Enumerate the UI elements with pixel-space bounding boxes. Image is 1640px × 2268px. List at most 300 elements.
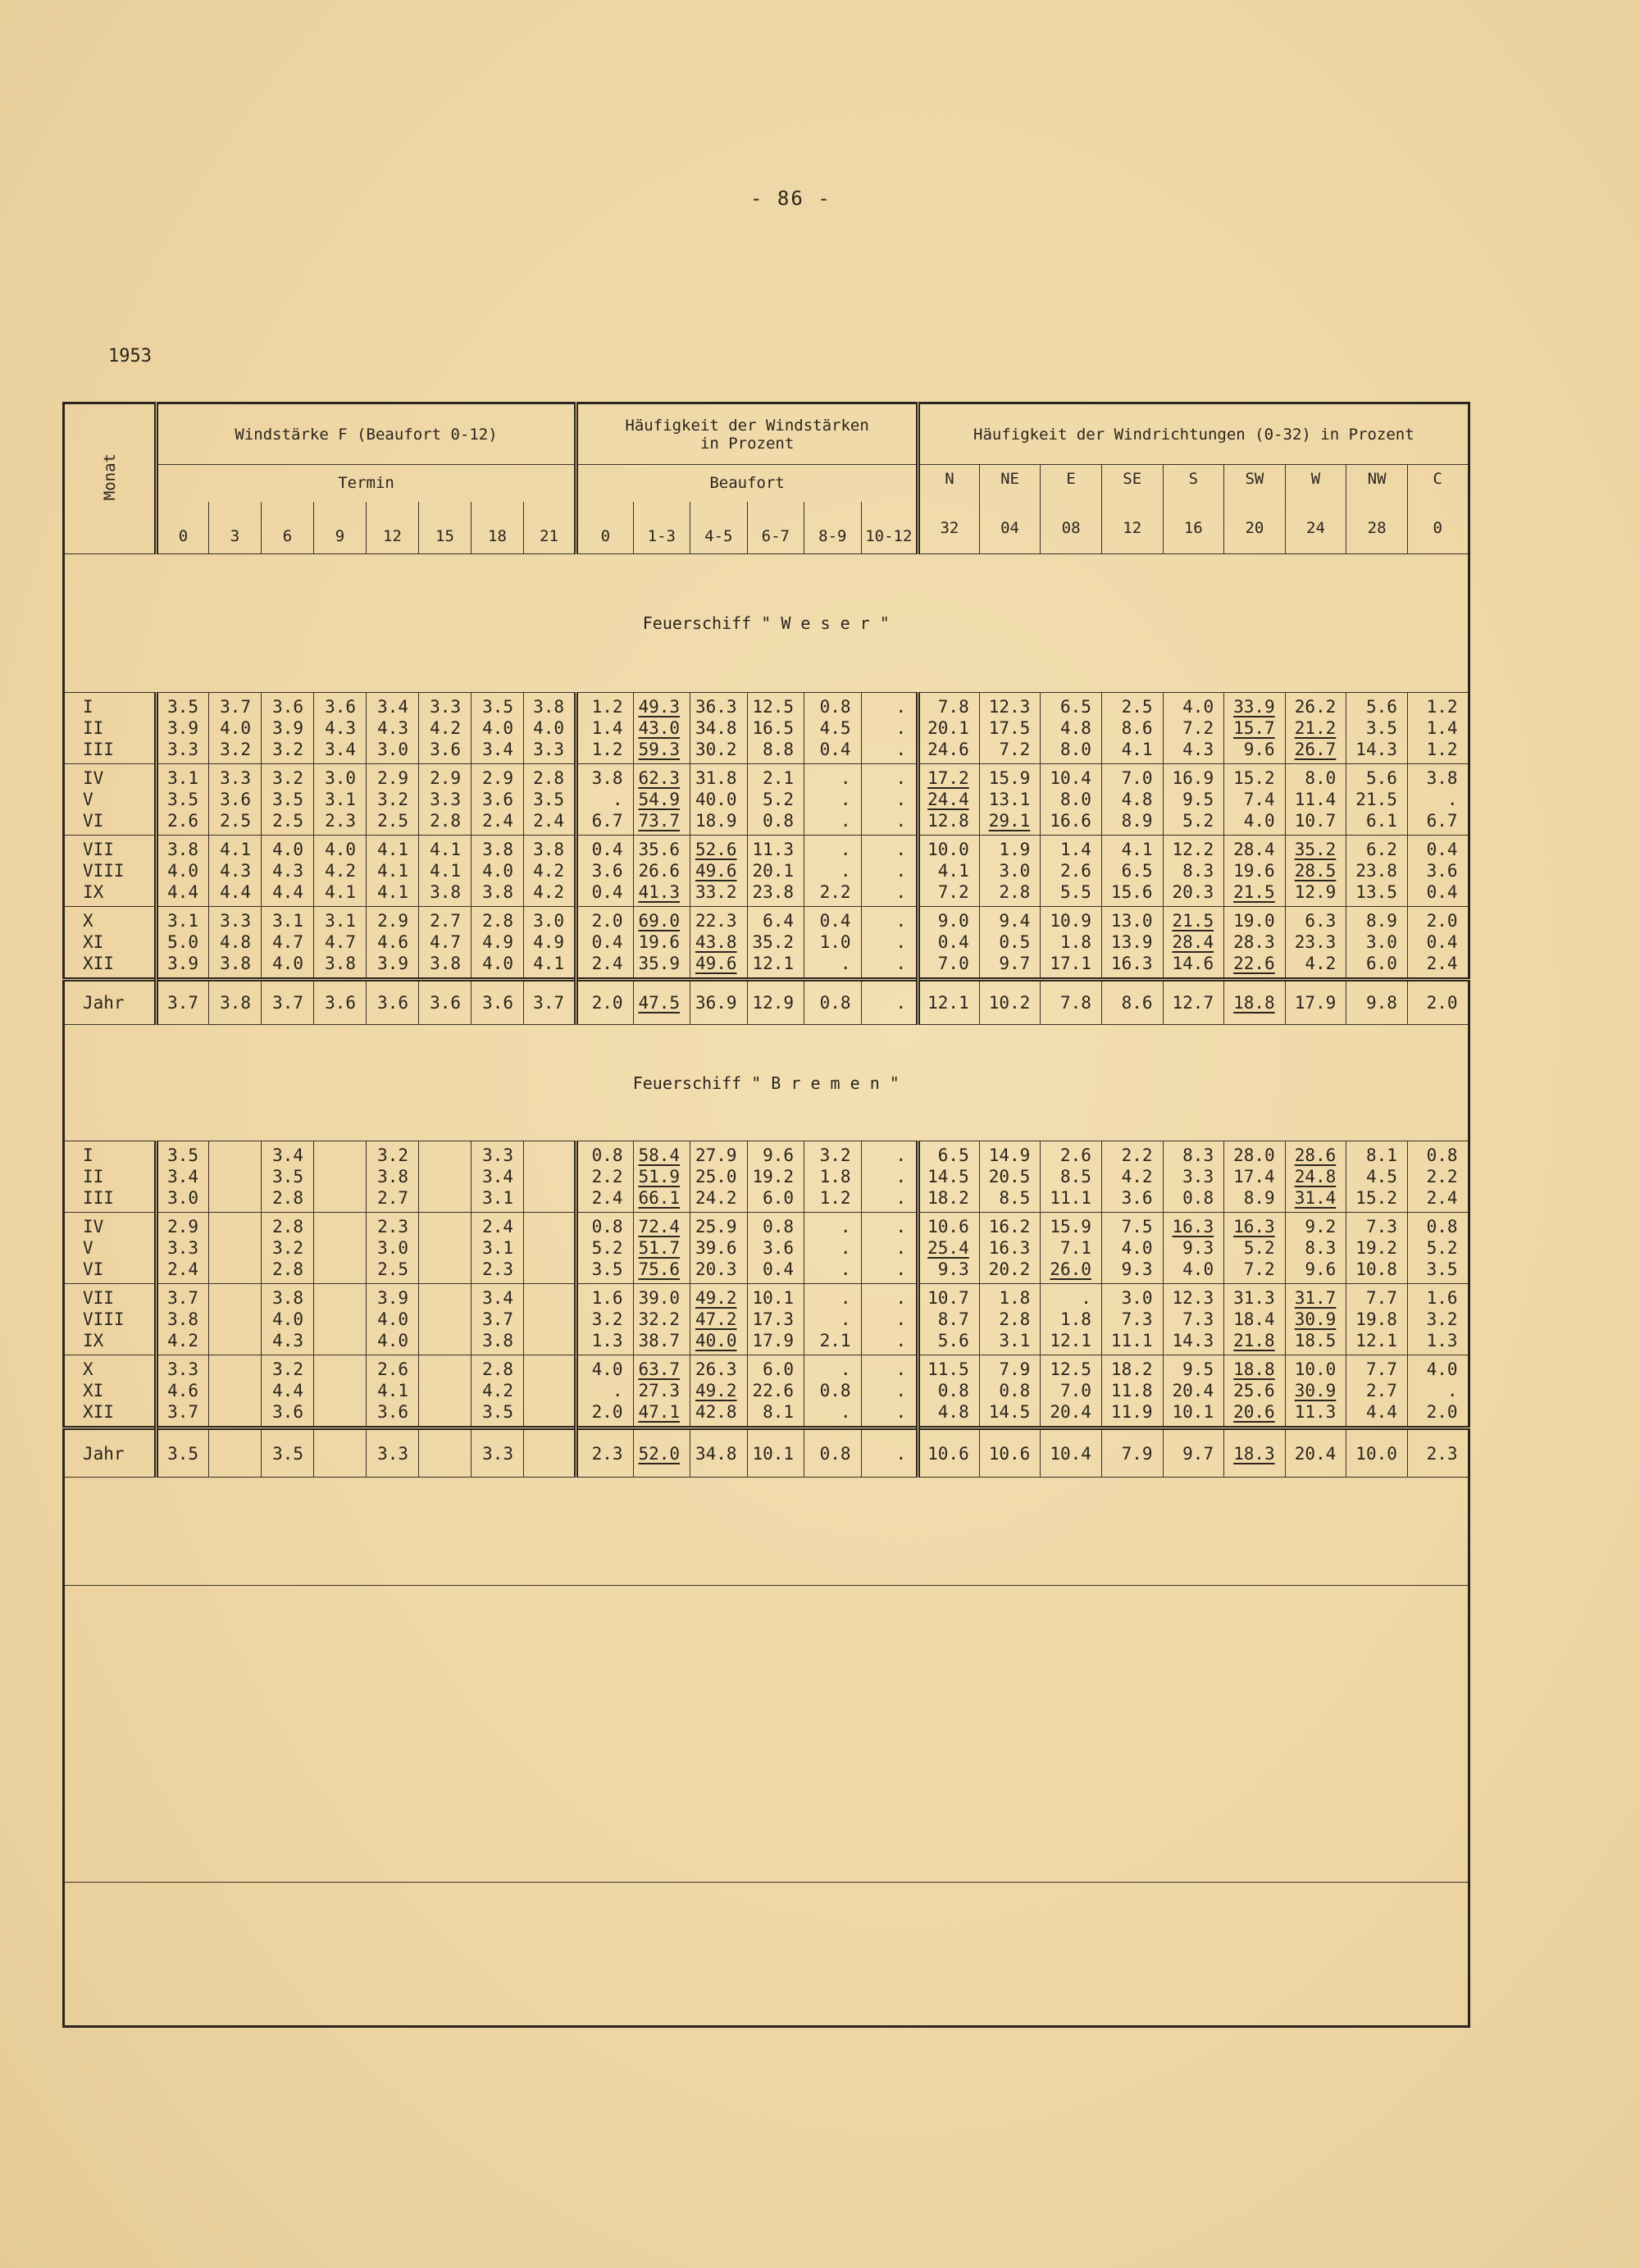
value: [923, 860, 969, 881]
value-cell: [804, 1213, 862, 1284]
value-cell: [157, 907, 209, 980]
value-cell: [918, 693, 980, 764]
value: [162, 1166, 198, 1187]
value: [581, 1401, 623, 1423]
value-text: .: [895, 1188, 907, 1208]
value-text: 3.4: [377, 697, 408, 717]
value: [265, 881, 303, 903]
value-text: 2.5: [220, 811, 251, 831]
value-cell: [804, 764, 862, 836]
value: [1289, 1287, 1337, 1309]
value-text: 3.0: [533, 911, 565, 931]
value-text: 24.8: [1294, 1167, 1337, 1186]
value-text: 7.3: [1121, 1309, 1153, 1329]
value-text: 8.3: [1182, 1145, 1214, 1165]
year-value: 3.6: [325, 993, 356, 1013]
value: [637, 1380, 681, 1401]
value-cell: [1041, 907, 1102, 980]
value: [162, 767, 198, 789]
value: [162, 739, 198, 760]
value: [370, 767, 408, 789]
year-value-cell: [1041, 1428, 1102, 1478]
value: [1228, 1187, 1275, 1209]
value: [694, 739, 737, 760]
value-text: 22.3: [695, 911, 737, 931]
value: [1167, 1145, 1214, 1166]
value: [1350, 910, 1397, 931]
value: [527, 1187, 564, 1209]
value-text: 49.3: [638, 697, 681, 717]
value: [865, 953, 907, 974]
value: [983, 717, 1031, 739]
value: [1167, 1330, 1214, 1351]
value-text: 3.1: [482, 1188, 513, 1208]
value: [265, 839, 303, 860]
value: [1167, 1359, 1214, 1380]
value: [265, 1330, 303, 1351]
value: [1289, 1216, 1337, 1237]
value: [265, 1237, 303, 1259]
value: [1228, 1309, 1275, 1330]
value-text: 20.1: [927, 718, 969, 738]
value-text: 16.3: [1172, 1217, 1214, 1236]
month-label: IV: [83, 1217, 104, 1236]
value-text: 2.7: [1365, 1381, 1397, 1400]
value: [1411, 767, 1458, 789]
value-text: 8.1: [763, 1402, 795, 1422]
value-text: 9.6: [1243, 740, 1275, 759]
year-value: 3.6: [482, 993, 513, 1013]
value: [370, 717, 408, 739]
value: [212, 810, 251, 831]
value-text: 21.8: [1233, 1331, 1275, 1350]
value-text: 24.2: [695, 1188, 737, 1208]
value: [865, 1237, 907, 1259]
value-cell: [1041, 693, 1102, 764]
value-text: 4.8: [937, 1402, 969, 1422]
value-text: 6.5: [1059, 697, 1091, 717]
value: [422, 696, 461, 717]
year-value-cell: [633, 980, 690, 1025]
value: [1289, 1330, 1337, 1351]
value: [983, 696, 1031, 717]
value: [422, 910, 461, 931]
value: [475, 1216, 513, 1237]
value: [475, 1145, 513, 1166]
value-text: 0.4: [1426, 882, 1458, 902]
value-text: 2.3: [377, 1217, 408, 1236]
value-text: 3.6: [220, 790, 251, 809]
value: [923, 1330, 969, 1351]
value: [808, 839, 851, 860]
value: [581, 1287, 623, 1309]
value: [317, 839, 356, 860]
value-text: 2.8: [430, 811, 461, 831]
value: [422, 717, 461, 739]
quarter-row-group: [64, 907, 1469, 980]
year-value: 12.1: [927, 993, 969, 1013]
value: [370, 1359, 408, 1380]
value-text: 4.7: [430, 932, 461, 952]
value-cell: [804, 1141, 862, 1213]
value: [694, 1166, 737, 1187]
value-text: 3.0: [325, 768, 356, 788]
termin-col-header: 0: [157, 502, 209, 554]
value: [1167, 910, 1214, 931]
value: [1167, 1259, 1214, 1280]
value-text: 8.0: [1059, 740, 1091, 759]
month-label: XII: [83, 1402, 114, 1422]
value-text: 4.4: [272, 1381, 303, 1400]
value: [637, 1187, 681, 1209]
year-value-cell: [314, 980, 367, 1025]
value: [212, 1237, 251, 1259]
year-value-cell: [314, 1428, 367, 1478]
value-cell: [1285, 836, 1346, 907]
value: [317, 1401, 356, 1423]
value: [581, 767, 623, 789]
value: [527, 1259, 564, 1280]
value-text: 0.8: [999, 1381, 1031, 1400]
value: [865, 696, 907, 717]
value: [265, 860, 303, 881]
month-label: IV: [83, 768, 104, 788]
value-cell: [1163, 693, 1224, 764]
year-value: 2.3: [591, 1443, 623, 1464]
value-cell: [979, 693, 1041, 764]
value: [212, 1187, 251, 1209]
value-text: 7.5: [1121, 1217, 1153, 1236]
value: [1167, 881, 1214, 903]
direction-name: SW: [1245, 470, 1264, 488]
value-text: 11.3: [1294, 1402, 1337, 1422]
year-value: 34.8: [695, 1443, 737, 1464]
value-text: 4.1: [937, 861, 969, 881]
value-cell: [419, 1141, 472, 1213]
value: [475, 931, 513, 953]
value: [751, 953, 795, 974]
year-value-cell: [472, 1428, 524, 1478]
value-cell: [979, 1284, 1041, 1355]
value-cell: [747, 1141, 804, 1213]
value-cell: [1224, 693, 1286, 764]
value-text: 39.0: [638, 1288, 681, 1308]
value-text: 4.0: [325, 840, 356, 859]
value-text: 8.1: [1365, 1145, 1397, 1165]
value-cell: [209, 1141, 262, 1213]
value-text: 14.9: [988, 1145, 1031, 1165]
value-cell: [747, 1213, 804, 1284]
year-value: 20.4: [1294, 1443, 1337, 1464]
value-text: 10.1: [752, 1288, 795, 1308]
value-text: 2.4: [533, 811, 565, 831]
value-text: 3.8: [325, 954, 356, 973]
value: [751, 717, 795, 739]
value: [983, 839, 1031, 860]
value-cell: [419, 836, 472, 907]
value-cell: [804, 1284, 862, 1355]
value-cell: [1285, 693, 1346, 764]
value-cell: [633, 1355, 690, 1428]
value: [212, 910, 251, 931]
value-text: 20.4: [1050, 1402, 1091, 1422]
value-text: 6.3: [1305, 911, 1337, 931]
value: [370, 1259, 408, 1280]
value: [637, 1287, 681, 1309]
value-text: 31.4: [1294, 1188, 1337, 1208]
value: [422, 1259, 461, 1280]
value: [422, 1187, 461, 1209]
value-text: 9.6: [1305, 1259, 1337, 1279]
month-label: VII: [83, 840, 114, 859]
value: [983, 881, 1031, 903]
value-text: 0.4: [1426, 840, 1458, 859]
value: [1289, 860, 1337, 881]
value-text: 12.2: [1172, 840, 1214, 859]
value-text: 4.0: [482, 861, 513, 881]
value-cell: [633, 693, 690, 764]
value: [317, 910, 356, 931]
value: [422, 953, 461, 974]
year-value: 12.9: [752, 993, 795, 1013]
value: [475, 1380, 513, 1401]
value-cell: [1224, 1284, 1286, 1355]
value: [422, 1287, 461, 1309]
year-value-cell: [367, 1428, 419, 1478]
value-cell: [1041, 1141, 1102, 1213]
value-cell: [1285, 1355, 1346, 1428]
value-cell: [861, 764, 918, 836]
value: [1167, 717, 1214, 739]
value-text: 16.5: [752, 718, 795, 738]
value-text: 12.5: [1050, 1359, 1091, 1379]
value: [1411, 1401, 1458, 1423]
year-value: .: [895, 993, 907, 1013]
value: [1411, 789, 1458, 810]
value-cell: [1224, 836, 1286, 907]
value: [1350, 1330, 1397, 1351]
value-cell: [1285, 1141, 1346, 1213]
value-cell: [1407, 1141, 1469, 1213]
quarter-row-group: [64, 1284, 1469, 1355]
value-text: 3.5: [167, 790, 198, 809]
value: [581, 1187, 623, 1209]
value-text: .: [895, 811, 907, 831]
year-value: 10.6: [988, 1443, 1031, 1464]
value: [1105, 789, 1153, 810]
value: [1044, 1380, 1091, 1401]
value: [422, 810, 461, 831]
value-text: 3.5: [482, 697, 513, 717]
value: [1289, 767, 1337, 789]
value: [1105, 1237, 1153, 1259]
value: [1228, 1216, 1275, 1237]
month-label: III: [83, 740, 114, 759]
value-text: 3.0: [999, 861, 1031, 881]
value-text: 4.2: [1305, 954, 1337, 973]
value-text: 3.5: [167, 1145, 198, 1165]
value: [317, 860, 356, 881]
value: [694, 1330, 737, 1351]
value-text: 2.9: [430, 768, 461, 788]
value: [751, 1330, 795, 1351]
value-text: 28.4: [1233, 840, 1275, 859]
value-text: 2.6: [1059, 861, 1091, 881]
value: [694, 789, 737, 810]
value-text: 1.3: [1426, 1331, 1458, 1350]
value-text: 18.2: [1110, 1359, 1153, 1379]
value: [1350, 1237, 1397, 1259]
month-label: I: [83, 697, 93, 717]
value-cell: [918, 1141, 980, 1213]
value: [1228, 1380, 1275, 1401]
value: [212, 1166, 251, 1187]
year-value-cell: [1285, 1428, 1346, 1478]
value: [162, 1259, 198, 1280]
direction-name: C: [1433, 470, 1442, 488]
value-text: 35.2: [1294, 840, 1337, 859]
value: [751, 1309, 795, 1330]
value: [317, 1359, 356, 1380]
value: [527, 931, 564, 953]
value-cell: [262, 764, 314, 836]
value: [581, 839, 623, 860]
year-value: 47.5: [638, 993, 681, 1013]
value: [1289, 1187, 1337, 1209]
value-text: .: [840, 790, 851, 809]
value-cell: [861, 693, 918, 764]
value-text: 9.7: [999, 954, 1031, 973]
value-cell: [367, 1213, 419, 1284]
value: [475, 881, 513, 903]
direction-code: 32: [940, 519, 959, 537]
value-cell: [367, 693, 419, 764]
value-text: 9.5: [1182, 790, 1214, 809]
value-cell: [633, 1141, 690, 1213]
value: [475, 1187, 513, 1209]
value-text: 21.5: [1355, 790, 1397, 809]
value: [581, 1216, 623, 1237]
value: [370, 953, 408, 974]
value-cell: [1407, 1355, 1469, 1428]
value: [694, 1145, 737, 1166]
value-text: 1.2: [1426, 740, 1458, 759]
value: [527, 1401, 564, 1423]
year-row: [64, 1428, 1469, 1478]
value: [637, 931, 681, 953]
value-cell: [633, 1284, 690, 1355]
value-text: 7.2: [999, 740, 1031, 759]
month-label: VI: [83, 811, 104, 831]
value: [694, 1359, 737, 1380]
value-text: 32.2: [638, 1309, 681, 1329]
value-text: 3.7: [167, 1402, 198, 1422]
value-cell: [747, 1355, 804, 1428]
value-text: 0.4: [591, 932, 623, 952]
year-value: 3.5: [167, 1443, 198, 1464]
value-cell: [1346, 1213, 1408, 1284]
value-text: 23.8: [752, 882, 795, 902]
value-text: 3.3: [430, 697, 461, 717]
value-text: 20.3: [695, 1259, 737, 1279]
value-cell: [690, 1355, 748, 1428]
value-text: 13.5: [1355, 882, 1397, 902]
value: [1289, 696, 1337, 717]
value-text: 11.1: [1050, 1188, 1091, 1208]
value-cell: [472, 836, 524, 907]
value-text: 2.9: [167, 1217, 198, 1236]
year-value: 2.0: [1426, 993, 1458, 1013]
value-text: 3.9: [167, 954, 198, 973]
value-text: 7.2: [1182, 718, 1214, 738]
value-cell: [690, 764, 748, 836]
value-cell: [918, 1284, 980, 1355]
value-text: 2.2: [1426, 1167, 1458, 1186]
value-text: 1.8: [1059, 1309, 1091, 1329]
value: [527, 1287, 564, 1309]
quarter-row-group: [64, 1141, 1469, 1213]
value-text: 10.0: [1294, 1359, 1337, 1379]
value-text: 3.8: [377, 1167, 408, 1186]
value-text: 1.8: [1059, 932, 1091, 952]
value-cell: [209, 1355, 262, 1428]
year-value-cell: [1346, 980, 1408, 1025]
year-label: 1953: [108, 346, 152, 367]
value-cell: [157, 1355, 209, 1428]
value: [581, 1259, 623, 1280]
value: [212, 1330, 251, 1351]
value: [637, 1216, 681, 1237]
value: [983, 1359, 1031, 1380]
value-text: 4.2: [325, 861, 356, 881]
value-text: 9.3: [1182, 1238, 1214, 1258]
value: [1105, 953, 1153, 974]
value-text: 2.5: [1121, 697, 1153, 717]
value-cell: [918, 1355, 980, 1428]
value: [637, 1237, 681, 1259]
value: [527, 789, 564, 810]
value: [475, 953, 513, 974]
value-cell: [1163, 907, 1224, 980]
value-text: 22.6: [752, 1381, 795, 1400]
value: [1044, 767, 1091, 789]
value-cell: [524, 1355, 576, 1428]
value-text: 30.9: [1294, 1309, 1337, 1329]
value: [422, 1237, 461, 1259]
value-text: 2.3: [482, 1259, 513, 1279]
value-cell: [1101, 693, 1163, 764]
year-value-cell: [524, 980, 576, 1025]
value-cell: [804, 836, 862, 907]
value: [808, 1309, 851, 1330]
value: [1411, 1216, 1458, 1237]
value: [370, 1237, 408, 1259]
year-value-cell: [419, 980, 472, 1025]
value-text: 26.7: [1294, 740, 1337, 759]
value: [1228, 839, 1275, 860]
value-text: 34.8: [695, 718, 737, 738]
value-text: 8.9: [1243, 1188, 1275, 1208]
value: [1228, 1359, 1275, 1380]
value-text: 47.1: [638, 1402, 681, 1422]
direction-name: N: [945, 470, 954, 488]
year-value-cell: [1285, 980, 1346, 1025]
value: [923, 1359, 969, 1380]
value-text: 3.3: [1182, 1167, 1214, 1186]
value: [265, 931, 303, 953]
value: [581, 1166, 623, 1187]
value: [265, 789, 303, 810]
